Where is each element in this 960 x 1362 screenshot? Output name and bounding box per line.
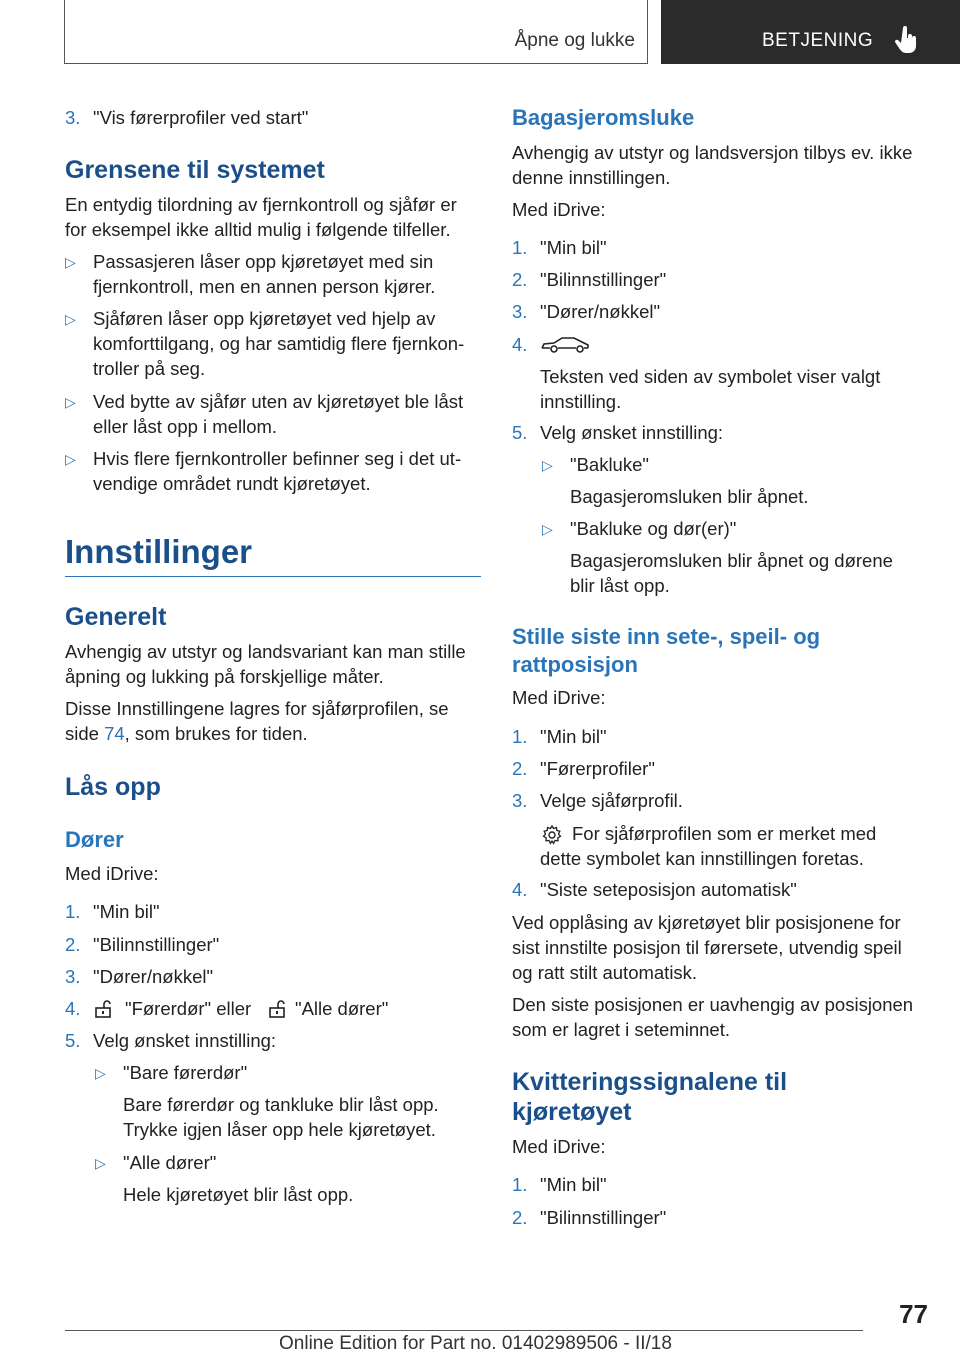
subsection-heading-bagasjeromsluke: Bagasjeromsluke [512, 105, 695, 130]
section-heading-grensene: Grensene til systemet [65, 156, 325, 184]
header-section-title: Åpne og lukke [514, 30, 635, 51]
section-heading-laas-opp: Lås opp [65, 773, 161, 801]
paragraph: Den siste posisjonen er uavhengig av posisjonen som er lagret i seteminnet. [512, 994, 914, 1040]
paragraph: Disse Innstillingene lagres for sjåførprofilen, se side 74, som brukes for tiden. [65, 698, 449, 744]
paragraph: Avhengig av utstyr og landsvariant kan man stille åpning og lukking på forskjellige måter. [65, 641, 466, 687]
heading-underline [65, 576, 481, 577]
triangle-bullet-icon: ▷ [95, 1065, 106, 1081]
footer-divider [65, 1330, 863, 1331]
triangle-bullet-icon: ▷ [65, 451, 76, 467]
header-chapter-box [661, 0, 960, 64]
header-section-box [64, 0, 648, 64]
paragraph: En entydig tilordning av fjernkontroll og sjåfør er for eksempel ikke alltid mulig i følgende tilfeller. [65, 194, 457, 240]
triangle-bullet-icon: ▷ [65, 394, 76, 410]
section-heading-generelt: Generelt [65, 603, 167, 631]
paragraph: Med iDrive: [512, 1136, 606, 1157]
paragraph: Ved opplåsing av kjøretøyet blir posisjonene for sist innstilte posisjon til førersete, utvendig speil og ratt stilt automatisk. [512, 912, 902, 983]
paragraph: Med iDrive: [65, 863, 159, 884]
hand-pointer-icon [894, 26, 920, 54]
footer-edition: Online Edition for Part no. 01402989506 - II/18 [279, 1333, 672, 1354]
unlock-all-doors-icon [267, 999, 287, 1019]
unlock-door-icon [93, 999, 113, 1019]
chapter-heading-innstillinger: Innstillinger [65, 533, 253, 570]
page-reference-link[interactable]: 74 [104, 723, 125, 744]
triangle-bullet-icon: ▷ [542, 457, 553, 473]
paragraph: Med iDrive: [512, 687, 606, 708]
paragraph: Med iDrive: [512, 199, 606, 220]
subsection-heading-dorer: Dører [65, 827, 124, 852]
car-tailgate-icon [540, 334, 590, 354]
header-chapter-title: BETJENING [762, 30, 874, 51]
triangle-bullet-icon: ▷ [65, 254, 76, 270]
triangle-bullet-icon: ▷ [95, 1155, 106, 1171]
page-number: 77 [899, 1299, 928, 1329]
triangle-bullet-icon: ▷ [65, 311, 76, 327]
subsection-heading-stille: Stille siste inn sete-, speil- og rattposisjon [512, 624, 821, 677]
paragraph: Avhengig av utstyr og landsversjon tilbys ev. ikke denne innstillingen. [512, 142, 913, 188]
triangle-bullet-icon: ▷ [542, 521, 553, 537]
section-heading-kvittering: Kvitteringssignalene til kjøretøyet [512, 1068, 788, 1126]
